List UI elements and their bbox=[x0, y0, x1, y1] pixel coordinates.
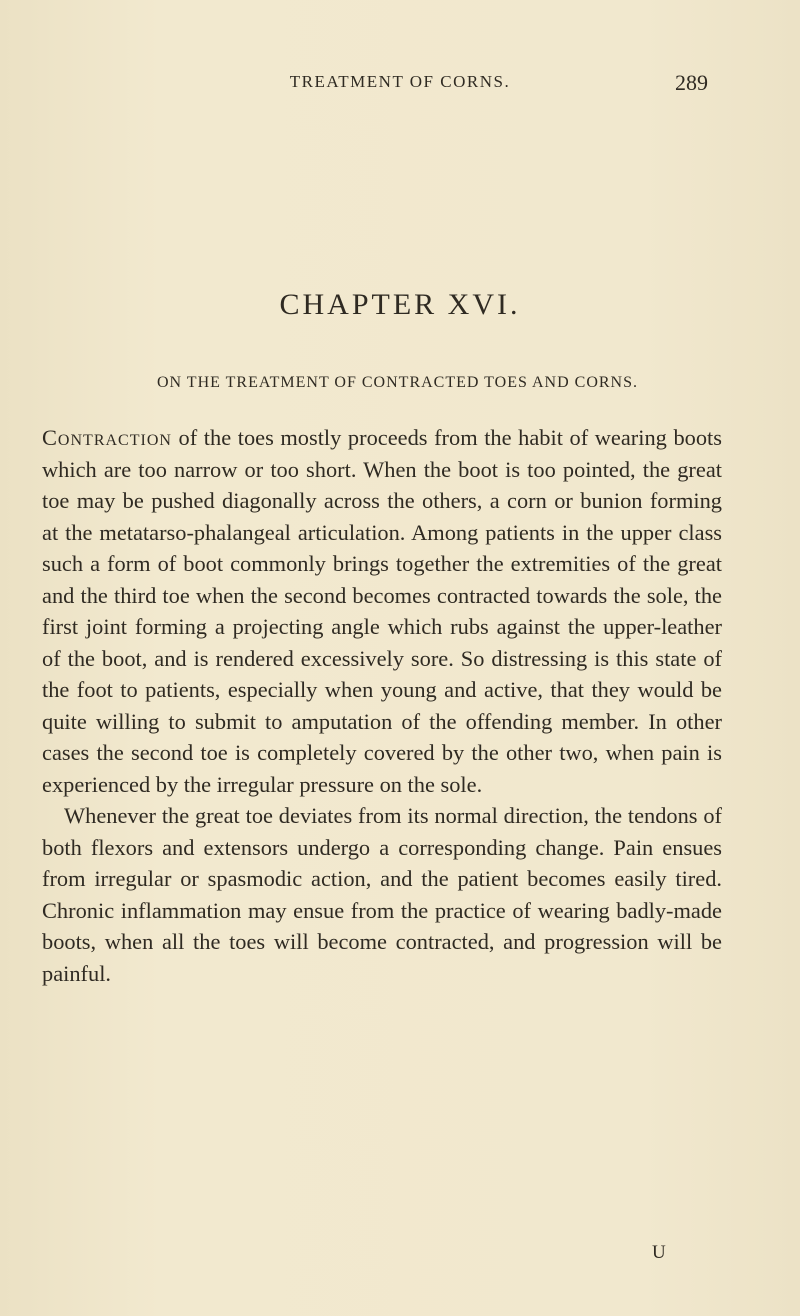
running-head: TREATMENT OF CORNS. bbox=[289, 72, 511, 91]
page-number: 289 bbox=[675, 70, 708, 95]
chapter-title: CHAPTER XVI. bbox=[279, 288, 521, 321]
paragraph-1-text: of the toes mostly proceeds from the habit of wearing boots which are too narrow or too short. When the boot is too pointed, the great toe may be pushed diagonally across the others, a corn or bunion forming at the metatarso-phalangeal articulation. Among patients in the upper class such a form of boot commonly brings together the extremities of the great and the third toe when the second becomes contracted towards the sole, the first joint forming a projecting angle which rubs against the upper-leather of the boot, and is rendered excessively sore. So distressing is this state of the foot to patients, especially when young and active, that they would be quite willing to submit to amputation of the offending member. In other cases the second toe is completely covered by the other two, when pain is experienced by the irregular pressure on the sole. bbox=[42, 425, 722, 797]
paragraph-2: Whenever the great toe deviates from its normal direction, the tendons of both flexors and extensors undergo a corresponding change. Pain ensues from irregular or spasmodic action, and the patient becomes easily tired. Chronic inflammation may ensue from the practice of wearing badly-made boots, when all the toes will become contracted, and progression will be painful. bbox=[42, 803, 722, 986]
chapter-subtitle: ON THE TREATMENT OF CONTRACTED TOES AND CORNS. bbox=[156, 374, 638, 391]
paragraph-1-lead: Contraction bbox=[42, 425, 172, 450]
body-text bbox=[42, 422, 722, 989]
paragraph-1 bbox=[42, 422, 722, 800]
signature-mark: U bbox=[652, 1242, 666, 1263]
